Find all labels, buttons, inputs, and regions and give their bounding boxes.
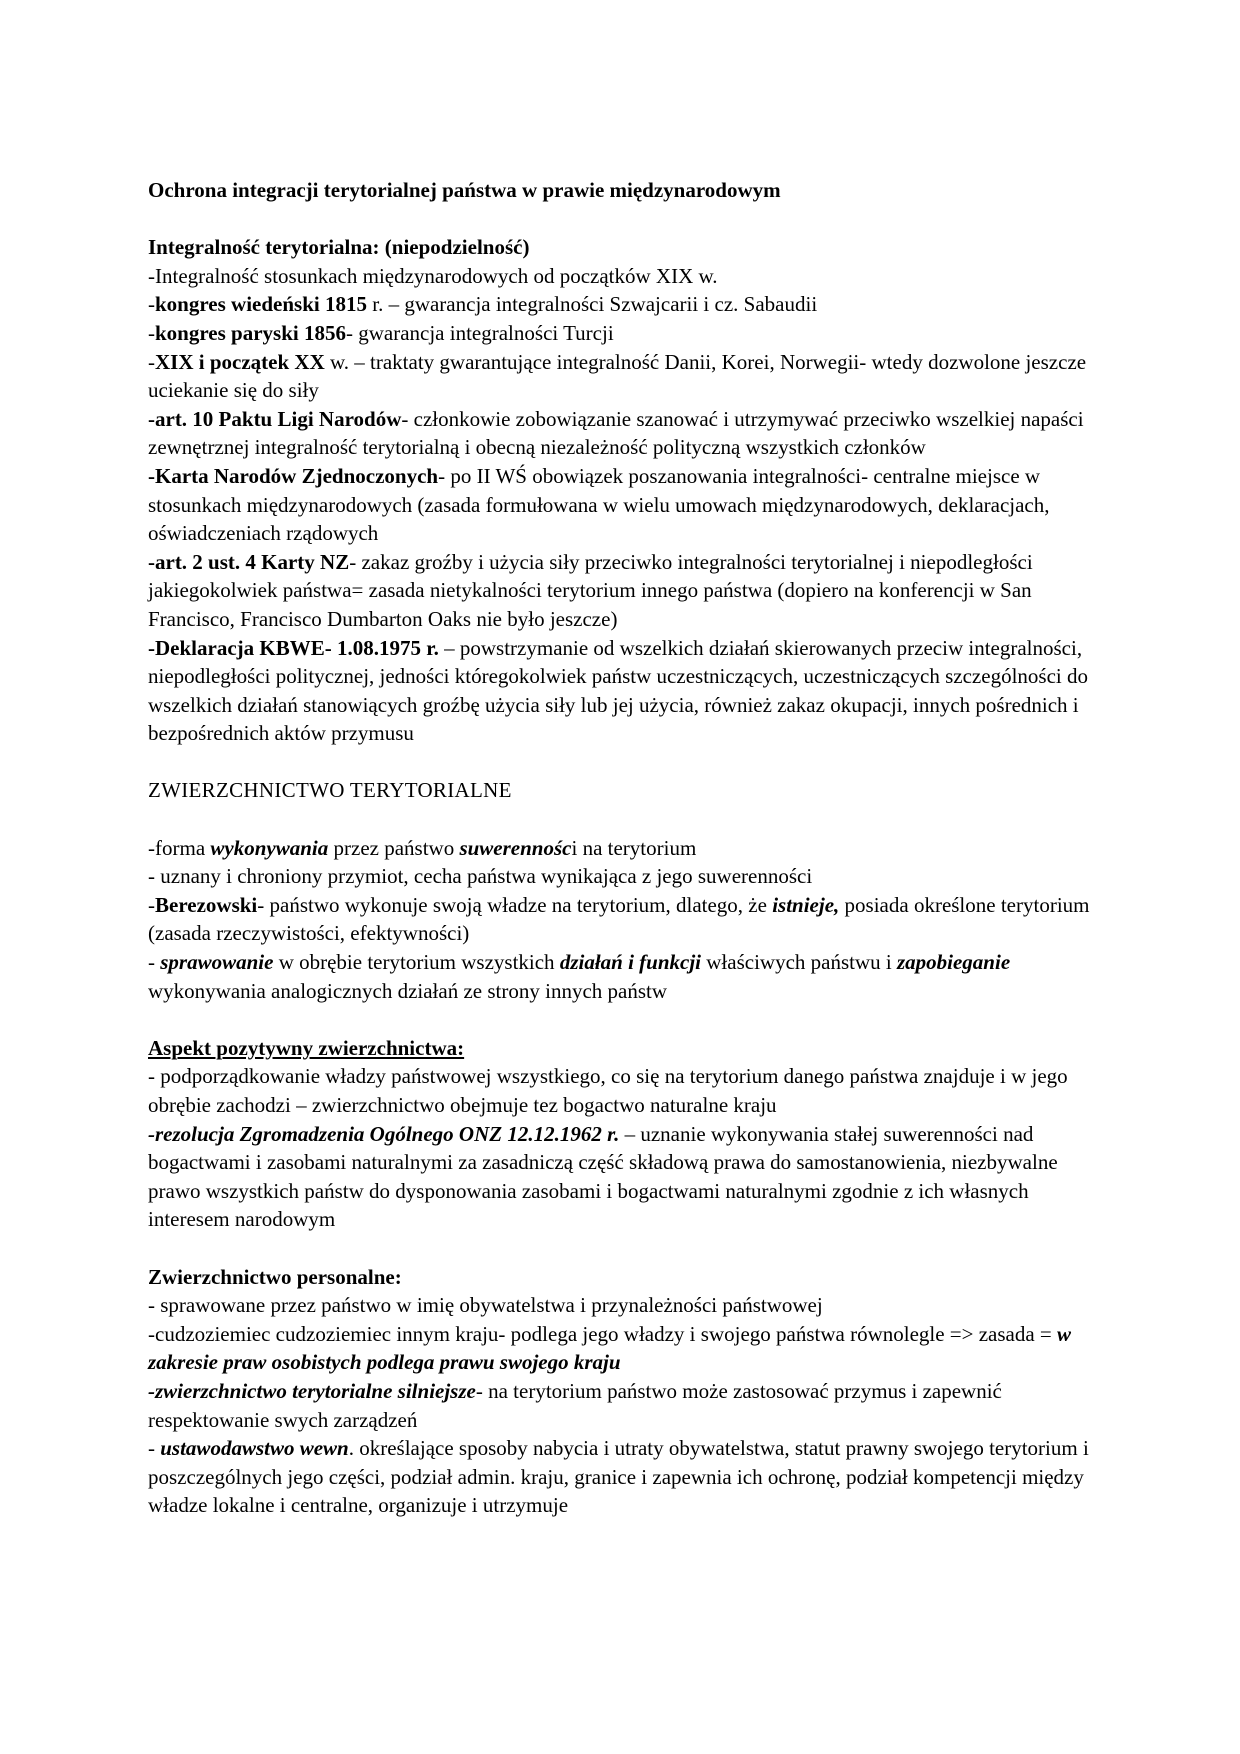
text: - — [148, 1436, 161, 1461]
text: - państwo wykonuje swoją władze na terytorium, dlatego, że — [257, 892, 773, 917]
bold-term: XIX i początek XX — [155, 349, 325, 374]
text: – uznanie wykonywania stałej suwerenności nad bogactwami i zasobami naturalnymi za zasadniczą część składową prawa do samostanowienia, niezbywalne prawo wszystkich państw do dysponowania zasobami i bogactwami naturalnymi zgodnie z ich własnych interesem narodowym — [148, 1121, 1058, 1232]
text: w. – traktaty gwarantujące integralność Danii, Korei, Norwegii- wtedy dozwolone jeszcze uciekanie się do siły — [148, 349, 1087, 403]
section-heading-personal-supremacy: Zwierzchnictwo personalne: — [148, 1264, 402, 1289]
text: - na terytorium państwo może zastosować przymus i zapewnić respektowanie swych zarządzeń — [148, 1378, 1002, 1432]
text: właściwych państwu i — [701, 950, 897, 975]
paragraph-personal-3 — [148, 1377, 1093, 1434]
text: wykonywania analogicznych działań ze strony innych państw — [148, 978, 668, 1003]
dash: - — [148, 292, 155, 317]
bold-italic-term: -zwierzchnictwo terytorialne silniejsze — [148, 1378, 476, 1403]
bold-term: Berezowski — [155, 892, 258, 917]
text: w obrębie terytorium wszystkich — [273, 950, 560, 975]
bold-term: kongres paryski 1856 — [155, 320, 346, 345]
bold-italic-term: w zakresie praw osobistych podlega prawu swojego kraju — [148, 1321, 1072, 1375]
paragraph-integrity-3 — [148, 319, 1093, 348]
bold-term: -Deklaracja KBWE- 1.08.1975 r. — [148, 635, 439, 660]
paragraph-integrity-7 — [148, 548, 1093, 634]
text: posiada określone terytorium (zasada rzeczywistości, efektywności) — [148, 892, 1090, 946]
text: . określające sposoby nabycia i utraty obywatelstwa, statut prawny swojego terytorium i poszczególnych jego części, podział admin. kraju, granice i zapewnia ich ochronę, podział kompetencji między władze lokalne i centralne, organizuje i utrzymuje — [148, 1436, 1089, 1518]
text: i na terytorium — [571, 835, 697, 860]
bold-term: -Karta Narodów Zjednoczonych — [148, 463, 439, 488]
text: - — [148, 950, 161, 975]
text: -forma — [148, 835, 211, 860]
bold-italic-term: suwerennośc — [459, 835, 572, 860]
paragraph-integrity-2 — [148, 290, 1093, 319]
bold-italic-term: istnieje, — [772, 892, 840, 917]
paragraph-integrity-6 — [148, 462, 1093, 548]
text: r. – gwarancja integralności Szwajcarii i cz. Sabaudii — [366, 292, 818, 317]
paragraph-personal-2 — [148, 1320, 1093, 1377]
paragraph-personal-4 — [148, 1434, 1093, 1520]
bold-italic-term: ustawodawstwo wewn — [160, 1436, 349, 1461]
document-title: Ochrona integracji terytorialnej państwa w prawie międzynarodowym — [148, 178, 781, 202]
dash: - — [148, 320, 155, 345]
text: - gwarancja integralności Turcji — [345, 320, 614, 345]
bold-term: kongres wiedeński 1815 — [155, 292, 367, 317]
text: - członkowie zobowiązanie szanować i utrzymywać przeciwko wszelkiej napaści zewnętrznej integralność terytorialną i obecną niezależność polityczną wszystkich członków — [148, 406, 1084, 460]
paragraph-positive-2 — [148, 1120, 1093, 1234]
paragraph-integrity-1: -Integralność stosunkach międzynarodowych od początków XIX w. — [148, 263, 718, 288]
bold-italic-term: zapobieganie — [896, 950, 1011, 975]
section-heading-positive-aspect: Aspekt pozytywny zwierzchnictwa: — [148, 1035, 465, 1060]
paragraph-supremacy-2: - uznany i chroniony przymiot, cecha państwa wynikająca z jego suwerenności — [148, 864, 813, 889]
paragraph-personal-1: - sprawowane przez państwo w imię obywatelstwa i przynależności państwowej — [148, 1293, 823, 1318]
section-heading-territorial-supremacy: ZWIERZCHNICTWO TERYTORIALNE — [148, 778, 512, 803]
bold-term: -art. 10 Paktu Ligi Narodów — [148, 406, 402, 431]
bold-italic-term: wykonywania — [210, 835, 329, 860]
paragraph-supremacy-1 — [148, 834, 1093, 863]
text: przez państwo — [328, 835, 460, 860]
text: – powstrzymanie od wszelkich działań skierowanych przeciw integralności, niepodległości politycznej, jedności któregokolwiek państw uczestniczących, uczestniczących szczególności do wszelkich działań stanowiących groźbę użycia siły lub jej użycia, również zakaz okupacji, innych pośrednich i bezpośrednich aktów przymusu — [148, 635, 1088, 746]
paragraph-supremacy-3 — [148, 891, 1093, 948]
bold-italic-term: działań i funkcji — [559, 950, 702, 975]
bold-italic-term: sprawowanie — [160, 950, 274, 975]
text: - po II WŚ obowiązek poszanowania integralności- centralne miejsce w stosunkach międzynarodowych (zasada formułowana w wielu umowach międzynarodowych, deklaracjach, oświadczeniach rządowych — [148, 463, 1050, 546]
paragraph-supremacy-4 — [148, 948, 1093, 1005]
bold-italic-term: -rezolucja Zgromadzenia Ogólnego ONZ 12.12.1962 r. — [148, 1121, 620, 1146]
dash: - — [148, 349, 155, 374]
section-heading-integrity: Integralność terytorialna: (niepodzielność) — [148, 235, 530, 260]
paragraph-integrity-5 — [148, 405, 1093, 462]
dash: - — [148, 892, 155, 917]
bold-term: -art. 2 ust. 4 Karty NZ — [148, 549, 350, 574]
paragraph-positive-1: - podporządkowanie władzy państwowej wszystkiego, co się na terytorium danego państwa znajduje i w jego obrębie zachodzi – zwierzchnictwo obejmuje tez bogactwo naturalne kraju — [148, 1064, 1068, 1117]
paragraph-integrity-4 — [148, 348, 1093, 405]
text: -cudzoziemiec cudzoziemiec innym kraju- podlega jego władzy i swojego państwa równolegle => zasada = — [148, 1321, 1058, 1346]
paragraph-integrity-8 — [148, 634, 1093, 748]
document-page — [148, 176, 1093, 1520]
text: - zakaz groźby i użycia siły przeciwko integralności terytorialnej i niepodległości jakiegokolwiek państwa= zasada nietykalności terytorium innego państwa (dopiero na konferencji w San Francisco, Francisco Dumbarton Oaks nie było jeszcze) — [148, 549, 1033, 631]
